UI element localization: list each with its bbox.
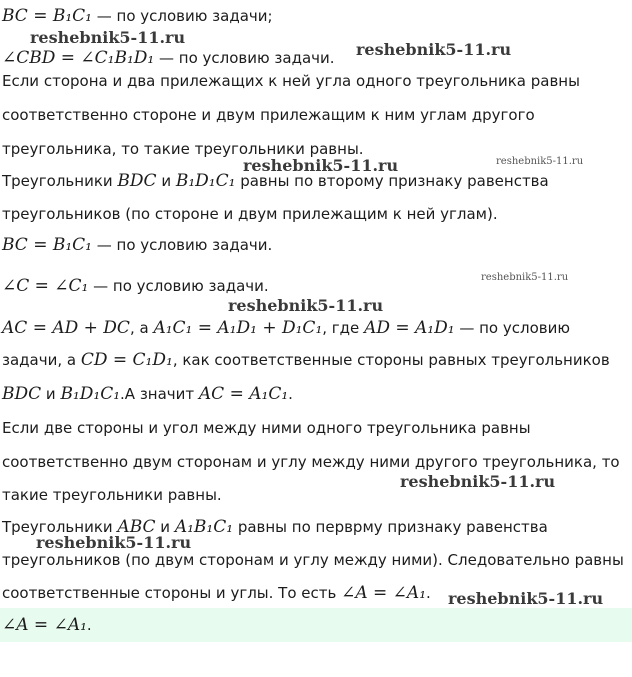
watermark: reshebnik5-11.ru <box>400 472 556 491</box>
math-expression: A₁C₁ = A₁D₁ + D₁C₁ <box>153 318 323 338</box>
math-expression: BC = B₁C₁ <box>2 235 92 255</box>
watermark: reshebnik5-11.ru <box>30 28 186 47</box>
line-text: — по условию задачи. <box>154 49 335 67</box>
math-expression: BDC <box>2 384 42 404</box>
watermark: reshebnik5-11.ru <box>228 296 384 315</box>
text-line <box>2 48 335 68</box>
math-expression: BC = B₁C₁ <box>2 6 92 26</box>
math-expression: CD = C₁D₁ <box>80 350 173 370</box>
line-text: равны по перврму признаку равенства <box>233 518 548 536</box>
watermark: reshebnik5-11.ru <box>243 156 399 175</box>
text-line <box>2 583 431 603</box>
line-text: и <box>156 172 176 190</box>
line-text: и <box>41 385 61 403</box>
math-expression: AC = A₁C₁ <box>198 384 289 404</box>
watermark: reshebnik5-11.ru <box>356 40 512 59</box>
text-line <box>2 105 535 125</box>
text-line <box>2 452 620 472</box>
line-text: треугольников (по стороне и двум прилежащим к ней углам). <box>2 205 498 223</box>
text-line <box>2 276 269 296</box>
line-text: соответственные стороны и углы. То есть <box>2 584 342 602</box>
answer-text: . <box>86 616 92 634</box>
math-expression: B₁D₁C₁ <box>175 171 236 191</box>
math-expression: ∠CBD = ∠C₁B₁D₁ <box>2 48 155 68</box>
text-line <box>2 235 272 255</box>
text-line <box>2 71 580 91</box>
line-text: — по условию задачи. <box>88 277 269 295</box>
text-line <box>2 550 624 570</box>
text-line <box>2 6 273 26</box>
line-text: — по условию задачи; <box>92 7 273 25</box>
text-line <box>2 350 610 370</box>
text-line <box>2 418 531 438</box>
line-text: треугольника, то такие треугольники равны. <box>2 140 364 158</box>
math-expression: BDC <box>117 171 157 191</box>
line-text: . <box>426 584 431 602</box>
watermark: reshebnik5-11.ru <box>481 272 569 283</box>
watermark: reshebnik5-11.ru <box>448 589 604 608</box>
line-text: задачи, а <box>2 351 81 369</box>
line-text: треугольников (по двум сторонам и углу между ними). Следовательно равны <box>2 551 624 569</box>
line-text: Если сторона и два прилежащих к ней угла одного треугольника равны <box>2 72 580 90</box>
math-expression: ABC <box>117 517 156 537</box>
line-text: .А значит <box>120 385 199 403</box>
math-expression: B₁D₁C₁ <box>60 384 121 404</box>
line-text: Если две стороны и угол между ними одного треугольника равны <box>2 419 531 437</box>
math-expression: AC = AD + DC <box>2 318 130 338</box>
line-text: . <box>288 385 293 403</box>
line-text: и <box>155 518 175 536</box>
line-text: — по условию задачи. <box>92 236 273 254</box>
math-expression: ∠A = ∠A₁ <box>341 583 427 603</box>
watermark: reshebnik5-11.ru <box>36 533 192 552</box>
line-text: соответственно двум сторонам и углу между ними другого треугольника, то <box>2 453 620 471</box>
text-line <box>2 485 222 505</box>
line-text: Треугольники <box>2 172 118 190</box>
line-text: , а <box>129 319 154 337</box>
line-text: , где <box>322 319 365 337</box>
text-line <box>2 204 498 224</box>
answer-math: ∠A = ∠A₁ <box>2 615 87 635</box>
line-text: Треугольники <box>2 518 118 536</box>
text-line <box>2 318 570 338</box>
watermark: reshebnik5-11.ru <box>496 156 584 167</box>
answer-box <box>0 608 632 642</box>
line-text: соответственно стороне и двум прилежащим к ним углам другого <box>2 106 535 124</box>
math-expression: A₁B₁C₁ <box>174 517 234 537</box>
answer-line <box>2 615 92 635</box>
line-text: равны по второму признаку равенства <box>235 172 549 190</box>
math-expression: ∠C = ∠C₁ <box>2 276 89 296</box>
line-text: , как соответственные стороны равных треугольников <box>172 351 610 369</box>
math-expression: AD = A₁D₁ <box>364 318 455 338</box>
line-text: такие треугольники равны. <box>2 486 222 504</box>
line-text: — по условию <box>454 319 570 337</box>
text-line <box>2 384 293 404</box>
